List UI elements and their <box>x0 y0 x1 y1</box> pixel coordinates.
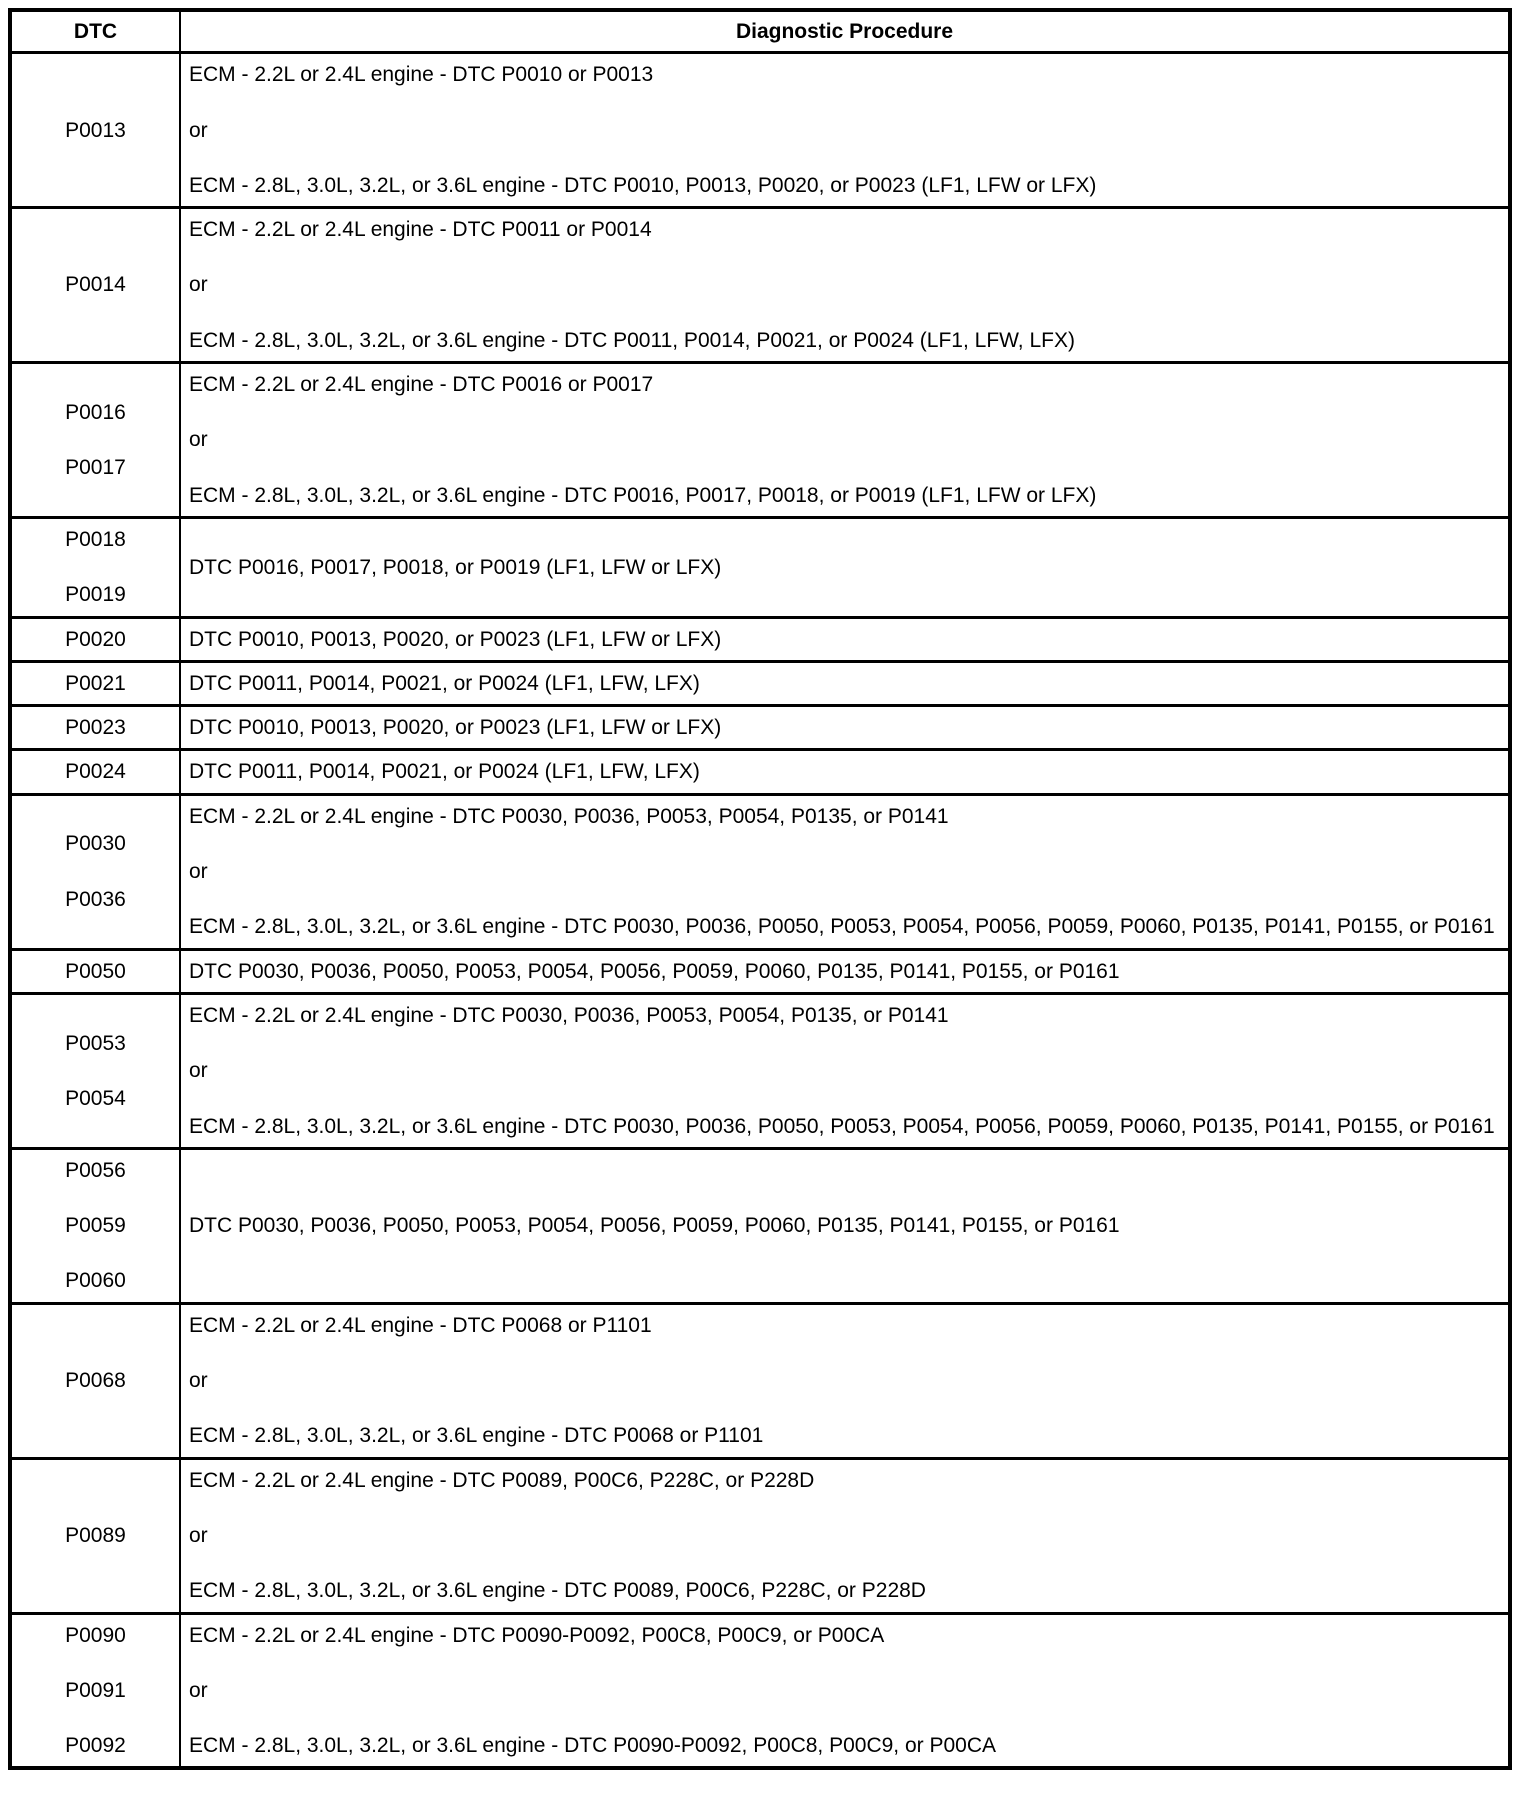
dtc-cell <box>10 661 180 705</box>
procedure-text: ECM - 2.8L, 3.0L, 3.2L, or 3.6L engine - DTC P0090-P0092, P00C8, P00C9, or P00CA <box>189 1734 997 1758</box>
dtc-cell <box>10 617 180 661</box>
procedure-text: ECM - 2.2L or 2.4L engine - DTC P0030, P0036, P0053, P0054, P0135, or P0141 <box>189 804 949 828</box>
dtc-cell <box>10 53 180 208</box>
procedure-text: DTC P0030, P0036, P0050, P0053, P0054, P0056, P0059, P0060, P0135, P0141, P0155, or P0161 <box>189 1214 1120 1238</box>
dtc-code: P0090 <box>65 1623 126 1647</box>
table-row <box>10 363 1510 518</box>
table-row <box>10 1148 1510 1303</box>
table-row <box>10 949 1510 993</box>
dtc-cell <box>10 1148 180 1303</box>
dtc-cell <box>10 1303 180 1458</box>
procedure-cell <box>180 1303 1510 1458</box>
dtc-code: P0060 <box>65 1269 126 1293</box>
header-row <box>10 10 1510 53</box>
procedure-text: ECM - 2.2L or 2.4L engine - DTC P0011 or P0014 <box>189 218 652 242</box>
procedure-cell <box>180 993 1510 1148</box>
procedure-text: or <box>189 1369 208 1393</box>
procedure-text: DTC P0011, P0014, P0021, or P0024 (LF1, LFW, LFX) <box>189 671 700 695</box>
procedure-text: DTC P0010, P0013, P0020, or P0023 (LF1, LFW or LFX) <box>189 716 722 740</box>
procedure-cell <box>180 706 1510 750</box>
dtc-diagnostic-table <box>8 8 1512 1770</box>
table-row <box>10 53 1510 208</box>
table-row <box>10 208 1510 363</box>
procedure-cell <box>180 517 1510 617</box>
table-row <box>10 1613 1510 1768</box>
table-header <box>10 10 1510 53</box>
dtc-cell <box>10 363 180 518</box>
procedure-cell <box>180 1458 1510 1613</box>
procedure-text: ECM - 2.8L, 3.0L, 3.2L, or 3.6L engine - DTC P0011, P0014, P0021, or P0024 (LF1, LFW, LFX) <box>189 328 1075 352</box>
procedure-text: DTC P0016, P0017, P0018, or P0019 (LF1, LFW or LFX) <box>189 555 722 579</box>
procedure-cell <box>180 208 1510 363</box>
dtc-code: P0092 <box>65 1734 126 1758</box>
procedure-cell <box>180 794 1510 949</box>
dtc-code: P0068 <box>65 1369 126 1393</box>
dtc-code: P0050 <box>65 959 126 983</box>
header-dtc: DTC <box>10 10 180 53</box>
dtc-cell <box>10 706 180 750</box>
dtc-cell <box>10 208 180 363</box>
procedure-text: or <box>189 1523 208 1547</box>
dtc-code: P0059 <box>65 1214 126 1238</box>
procedure-text: or <box>189 1678 208 1702</box>
table-row <box>10 1303 1510 1458</box>
procedure-text: ECM - 2.2L or 2.4L engine - DTC P0010 or P0013 <box>189 63 654 87</box>
procedure-text: or <box>189 428 208 452</box>
procedure-cell <box>180 617 1510 661</box>
procedure-text: ECM - 2.8L, 3.0L, 3.2L, or 3.6L engine - DTC P0016, P0017, P0018, or P0019 (LF1, LFW or LFX) <box>189 483 1097 507</box>
procedure-text: or <box>189 1059 208 1083</box>
dtc-code: P0056 <box>65 1158 126 1182</box>
dtc-code: P0036 <box>65 887 126 911</box>
dtc-code: P0023 <box>65 716 126 740</box>
dtc-code: P0030 <box>65 832 126 856</box>
procedure-text: ECM - 2.8L, 3.0L, 3.2L, or 3.6L engine - DTC P0089, P00C6, P228C, or P228D <box>189 1579 926 1603</box>
table-row <box>10 517 1510 617</box>
procedure-text: DTC P0030, P0036, P0050, P0053, P0054, P0056, P0059, P0060, P0135, P0141, P0155, or P0161 <box>189 959 1120 983</box>
procedure-text: or <box>189 860 208 884</box>
procedure-cell <box>180 1148 1510 1303</box>
procedure-text: ECM - 2.2L or 2.4L engine - DTC P0016 or P0017 <box>189 373 654 397</box>
procedure-text: ECM - 2.8L, 3.0L, 3.2L, or 3.6L engine - DTC P0030, P0036, P0050, P0053, P0054, P0056, P0059, P0060, P0135, P0141, P0155, or P0161 <box>189 1114 1495 1138</box>
procedure-cell <box>180 661 1510 705</box>
dtc-cell <box>10 517 180 617</box>
dtc-code: P0016 <box>65 400 126 424</box>
dtc-code: P0013 <box>65 118 126 142</box>
procedure-text: ECM - 2.2L or 2.4L engine - DTC P0030, P0036, P0053, P0054, P0135, or P0141 <box>189 1003 949 1027</box>
dtc-cell <box>10 949 180 993</box>
dtc-cell <box>10 1613 180 1768</box>
procedure-cell <box>180 1613 1510 1768</box>
procedure-text: DTC P0010, P0013, P0020, or P0023 (LF1, LFW or LFX) <box>189 627 722 651</box>
procedure-text: ECM - 2.2L or 2.4L engine - DTC P0090-P0092, P00C8, P00C9, or P00CA <box>189 1623 885 1647</box>
dtc-code: P0024 <box>65 760 126 784</box>
procedure-text: ECM - 2.2L or 2.4L engine - DTC P0068 or P1101 <box>189 1313 652 1337</box>
dtc-code: P0089 <box>65 1523 126 1547</box>
dtc-code: P0014 <box>65 273 126 297</box>
procedure-text: ECM - 2.8L, 3.0L, 3.2L, or 3.6L engine - DTC P0030, P0036, P0050, P0053, P0054, P0056, P0059, P0060, P0135, P0141, P0155, or P0161 <box>189 915 1495 939</box>
dtc-code: P0020 <box>65 627 126 651</box>
dtc-code: P0054 <box>65 1086 126 1110</box>
procedure-text: ECM - 2.8L, 3.0L, 3.2L, or 3.6L engine - DTC P0068 or P1101 <box>189 1424 764 1448</box>
table-body <box>10 53 1510 1769</box>
procedure-cell <box>180 53 1510 208</box>
dtc-cell <box>10 993 180 1148</box>
table-row <box>10 1458 1510 1613</box>
dtc-cell <box>10 794 180 949</box>
dtc-code: P0018 <box>65 527 126 551</box>
dtc-code: P0017 <box>65 456 126 480</box>
table-row <box>10 617 1510 661</box>
table-row <box>10 993 1510 1148</box>
table-row <box>10 661 1510 705</box>
dtc-cell <box>10 1458 180 1613</box>
dtc-code: P0053 <box>65 1031 126 1055</box>
procedure-cell <box>180 949 1510 993</box>
procedure-text: ECM - 2.8L, 3.0L, 3.2L, or 3.6L engine - DTC P0010, P0013, P0020, or P0023 (LF1, LFW or LFX) <box>189 173 1097 197</box>
procedure-text: or <box>189 118 208 142</box>
procedure-text: or <box>189 273 208 297</box>
procedure-cell <box>180 363 1510 518</box>
table-row <box>10 706 1510 750</box>
dtc-code: P0021 <box>65 671 126 695</box>
header-diagnostic-procedure: Diagnostic Procedure <box>180 10 1510 53</box>
dtc-code: P0019 <box>65 583 126 607</box>
table-row <box>10 794 1510 949</box>
procedure-cell <box>180 750 1510 794</box>
procedure-text: DTC P0011, P0014, P0021, or P0024 (LF1, LFW, LFX) <box>189 760 700 784</box>
table-row <box>10 750 1510 794</box>
dtc-cell <box>10 750 180 794</box>
dtc-code: P0091 <box>65 1678 126 1702</box>
procedure-text: ECM - 2.2L or 2.4L engine - DTC P0089, P00C6, P228C, or P228D <box>189 1468 815 1492</box>
